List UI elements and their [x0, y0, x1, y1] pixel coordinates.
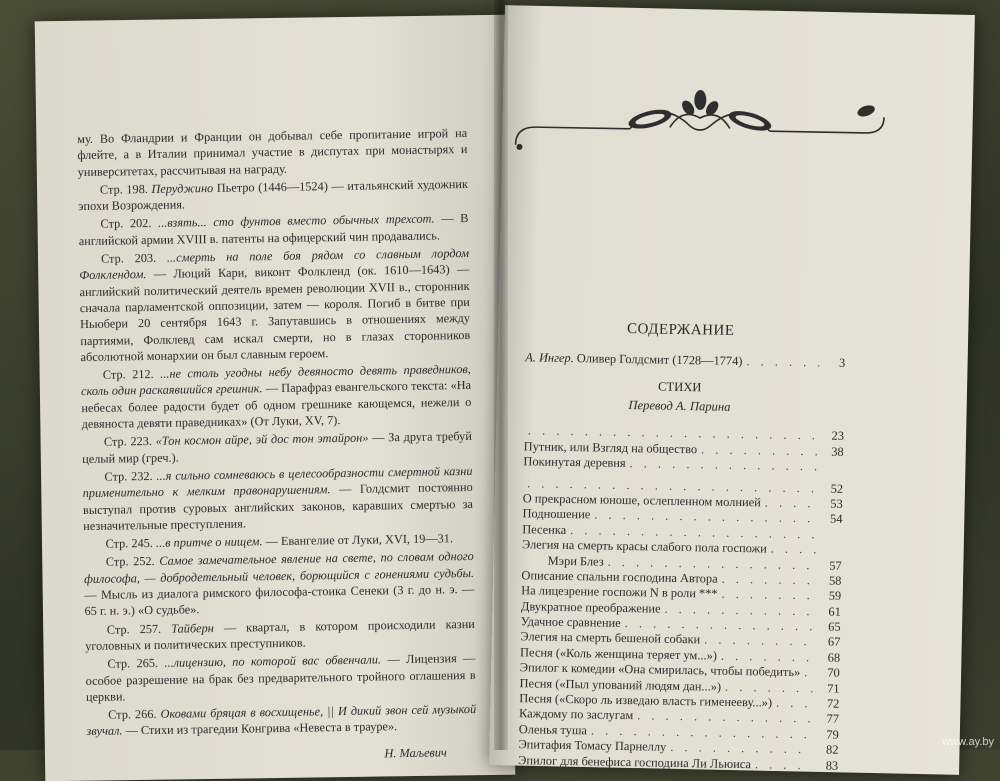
toc-entry-title: Эпитафия Томасу Парнеллу [518, 737, 666, 755]
toc-entry-title: Каждому по заслугам [519, 707, 633, 724]
toc-entries [518, 424, 844, 774]
book-gutter [494, 0, 508, 750]
toc-entry-title: Песня («Коль женщина теряет ум...») [520, 645, 717, 663]
notes-column [77, 125, 477, 766]
toc-leader-dots [721, 587, 815, 604]
toc-entry-title: Песня («Пыл упований людям дан...») [519, 676, 721, 695]
watermark: www.ay.by [942, 736, 994, 748]
note-paragraph: Стр. 245. ...в притче о нищем. — Евангелие от Луки, XVI, 19—31. [83, 530, 473, 552]
toc-leader-dots [725, 679, 814, 696]
toc-entry-page: 67 [818, 635, 840, 650]
toc-entry-page: 54 [820, 512, 842, 527]
toc-leader-dots [722, 572, 816, 589]
toc-entry-title: Песня («Скоро ль изведаю власть гименееву...») [519, 691, 772, 710]
toc-entry-page: 79 [817, 727, 839, 742]
toc-entry-page: 83 [816, 758, 838, 773]
toc-entry-title: Элегия на смерть бешеной собаки [520, 630, 700, 648]
toc-entry-title: На лицезрение госпожи N в роли *** [521, 583, 718, 601]
toc-leader-dots [776, 696, 813, 712]
toc-entry-title: Двукратное преображение [521, 599, 661, 616]
toc-entry-title: Путник, или Взгляд на общество [524, 439, 698, 457]
toc-entry-title: Оленья туша [519, 722, 587, 738]
toc-entry-page: 68 [818, 650, 840, 665]
note-paragraph: му. Во Фландрии и Франции он добывал себе пропитание игрой на флейте, а в Италии принимал участие в диспутах при монастырях и университетах, рассчитывая на награду. [77, 125, 468, 180]
toc-leader-dots [629, 456, 817, 474]
toc-title: СОДЕРЖАНИЕ [516, 319, 846, 342]
toc-entry-page: 61 [819, 604, 841, 619]
toc-leader-dots [804, 665, 814, 680]
note-paragraph: Стр. 203. ...смерть на поле боя рядом со славным лордом Фолклендом. — Люций Кари, виконт Фолкленд (ок. 1610—1643) — английский политический деятель времен революции XVII в., сторонник сначала парламентской оппозиции, затем — короля. Погиб в битве при Ньюбери 20 сентября 1643 г. Запутавшись в отношениях между партиями, Фолклевд сам искал смерти, но в глазах сторонников абсолютной монархии он был славным героем. [79, 245, 471, 365]
toc-entry: А. Ингер. Оливер Голдсмит (1728—1774) . . . 3 [525, 350, 845, 371]
toc-entry-title: Эпилог к комедии «Она смирилась, чтобы победить» [520, 660, 801, 680]
floral-ornament [509, 75, 890, 162]
toc-entry-page: 38 [822, 444, 844, 459]
toc-leader-dots [704, 633, 814, 650]
note-paragraph: Стр. 252. Самое замечательное явление на свете, по словам одного философа, — добродетельный человек, борющийся с гонениями судьбы. — Мысль из диалога римского философа-стоика Сенеки (3 г. до н. э. — 65 г. н. э.) «О судьбе». [84, 548, 475, 619]
toc-entry-page: 59 [819, 589, 841, 604]
toc-leader-dots [755, 757, 813, 773]
note-paragraph: Стр. 232. ...я сильно сомневаюсь в целесообразности смертной казни применительно к мелким правонарушениям. — Голдсмит постоянно выступал против суровых английских законов, каравших смертью за незначительные преступления. [82, 463, 473, 534]
signature: Н. Маљевич [87, 744, 477, 766]
note-paragraph: Стр. 257. Тайберн — квартал, в котором происходили казни уголовных и политических преступников. [85, 616, 475, 655]
toc-entry-title: Удачное сравнение [521, 614, 621, 631]
toc-entry-page: 23 [822, 429, 844, 444]
toc-entry-page: 57 [820, 558, 842, 573]
toc-leader-dots [765, 495, 817, 511]
toc-entry-title: Мэри Блез [522, 553, 604, 569]
section-subheading: Перевод А. Парина [514, 396, 844, 417]
toc-leader-dots [771, 542, 816, 558]
toc-leader-dots [721, 649, 814, 666]
section-heading: СТИХИ [515, 377, 845, 398]
toc-entry-page: 71 [817, 681, 839, 696]
toc-entry-page: 70 [818, 666, 840, 681]
toc-entry-title: Элегия на смерть красы слабого пола госпожи [522, 537, 767, 556]
note-paragraph: Стр. 212. ...не столь угодны небу девяносто девять праведников, сколь один раскаявшийся грешник. — Парафраз евангельского текста: «На небесах более радости будет об одном грешнике кающемся, нежели о девяноста девяти праведниках» (От Луки, XV, 7). [81, 361, 472, 432]
toc-entry-page: 72 [817, 696, 839, 711]
note-paragraph: Стр. 265. ...лицензию, по которой вас обвенчали. — Лицензия — особое разрешение на брак без предварительного тройного оглашения в церкви. [85, 650, 476, 705]
note-paragraph: Стр. 223. «Тон космон айре, эй дос тон этайрон» — За друга требуй целый мир (греч.). [82, 428, 472, 467]
toc-entry-title: О прекрасном юноше, ослепленном молнией [523, 491, 761, 510]
toc-entry-page: 65 [818, 619, 840, 634]
note-paragraph: Стр. 202. ...взять... сто фунтов вместо обычных трехсот. — В английской армии XVIII в. патенты на офицерский чин продавались. [78, 210, 468, 249]
toc-entry-title: Покинутая деревня [523, 454, 625, 471]
table-of-contents [518, 319, 846, 774]
toc-entry-title: Описание спальни господина Автора [521, 568, 717, 586]
toc-entry-page: 52 [821, 481, 843, 496]
toc-entry-page: 77 [817, 712, 839, 727]
toc-entry-page: 58 [819, 573, 841, 588]
toc-leader-dots [701, 442, 818, 459]
toc-entry-page: 53 [821, 496, 843, 511]
toc-entry-page: 82 [816, 743, 838, 758]
note-paragraph: Стр. 266. Оковами бряцая в восхищенье, || И дикий звон сей музыкой звучал. — Стихи из трагедии Конгрива «Невеста в трауре». [86, 701, 476, 740]
note-paragraph: Стр. 198. Перуджино Пьетро (1446—1524) — итальянский художник эпохи Возрождения. [78, 176, 468, 215]
toc-entry-title: Эпилог для бенефиса господина Ли Льюиса [518, 753, 751, 772]
toc-entry-title: Подношение [522, 507, 590, 523]
toc-entry-title: Песенка [522, 522, 566, 538]
